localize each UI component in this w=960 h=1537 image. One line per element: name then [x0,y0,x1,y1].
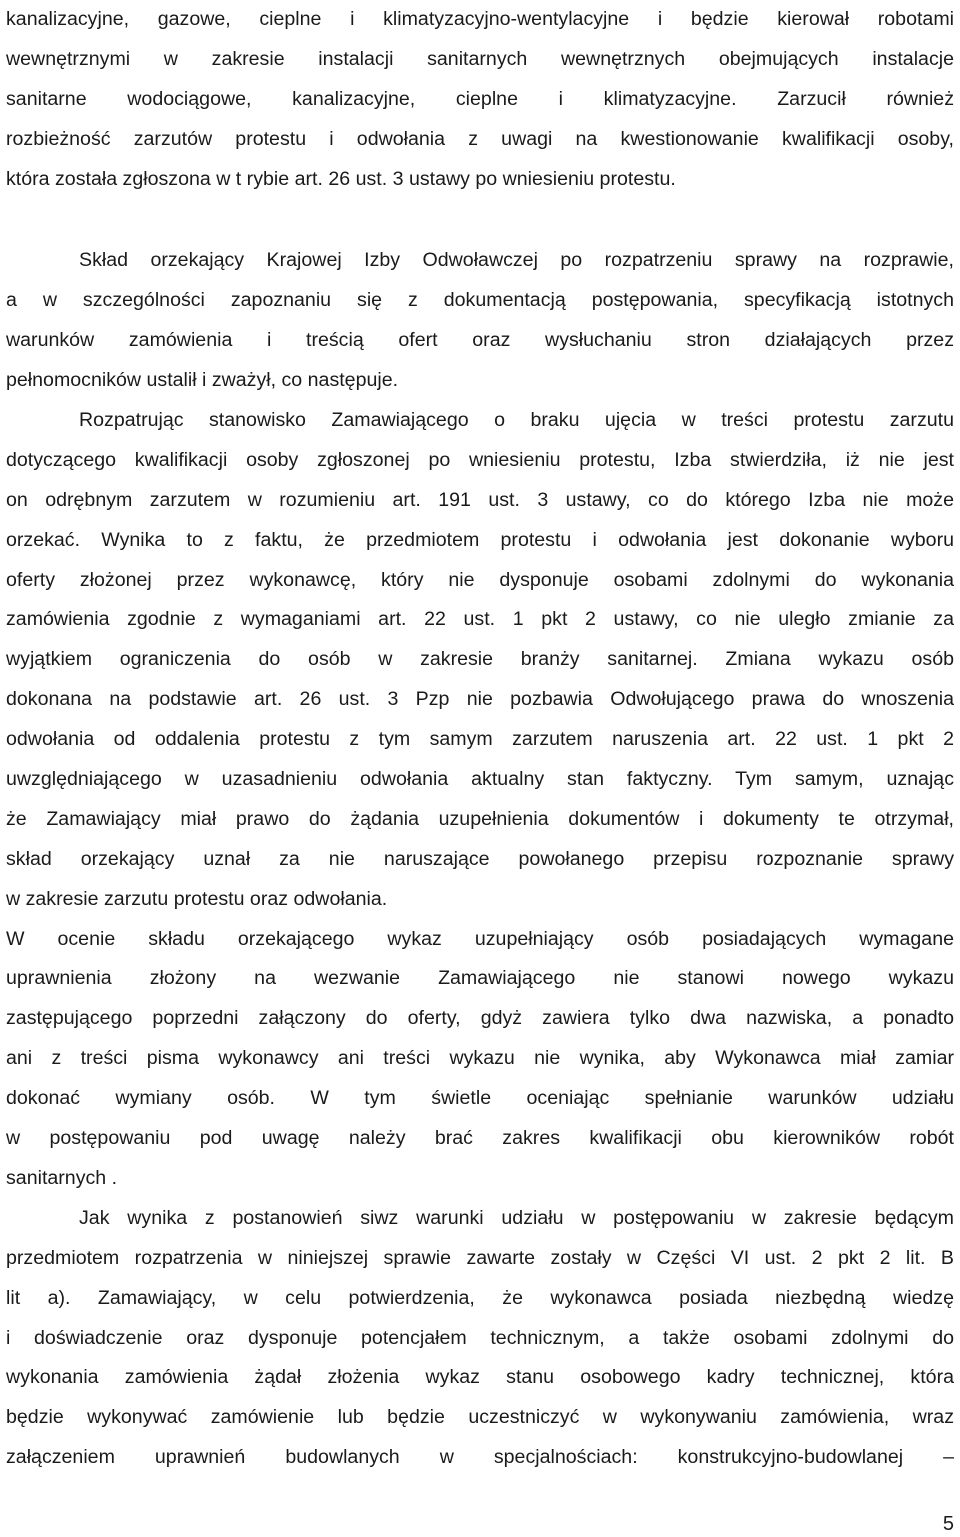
text-line: sanitarne wodociągowe, kanalizacyjne, cieplne i klimatyzacyjne. Zarzucił również [6,87,954,110]
text-line: przedmiotem rozpatrzenia w niniejszej sprawie zawarte zostały w Części VI ust. 2 pkt 2 lit. B [6,1246,954,1269]
text-line: pełnomocników ustalił i zważył, co następuje. [6,369,399,392]
paragraph [6,401,954,920]
text-line: uprawnienia złożony na wezwanie Zamawiającego nie stanowi nowego wykazu [6,967,954,990]
text-line: wyjątkiem ograniczenia do osób w zakresie branży sanitarnej. Zmiana wykazu osób [6,648,954,671]
text-line: dotyczącego kwalifikacji osoby zgłoszonej po wniesieniu protestu, Izba stwierdziła, iż nie jest [6,448,954,471]
text-line: dokonana na podstawie art. 26 ust. 3 Pzp nie pozbawia Odwołującego prawa do wnoszenia [6,688,954,711]
text-line: skład orzekający uznał za nie naruszające powołanego przepisu rozpoznanie sprawy [6,847,954,870]
text-line: która została zgłoszona w t rybie art. 26 ust. 3 ustawy po wniesieniu protestu. [6,167,676,190]
text-line: oferty złożonej przez wykonawcę, który nie dysponuje osobami zdolnymi do wykonania [6,568,954,591]
paragraph [6,1199,954,1478]
text-line: wewnętrznymi w zakresie instalacji sanitarnych wewnętrznych obejmujących instalacje [6,47,954,70]
text-line: sanitarnych . [6,1166,118,1189]
text-line: w postępowaniu pod uwagę należy brać zakres kwalifikacji obu kierowników robót [6,1127,954,1150]
paragraph [6,920,954,1199]
text-line: zastępującego poprzedni załączony do oferty, gdyż zawiera tylko dwa nazwiska, a ponadto [6,1007,954,1030]
paragraph [6,0,954,199]
text-line: warunków zamówienia i treścią ofert oraz wysłuchaniu stron działających przez [6,329,954,352]
text-line: w zakresie zarzutu protestu oraz odwołania. [6,887,388,910]
text-line: kanalizacyjne, gazowe, cieplne i klimatyzacyjno-wentylacyjne i będzie kierował robotami [6,8,954,30]
text-line: orzekać. Wynika to z faktu, że przedmiotem protestu i odwołania jest dokonanie wyboru [6,528,954,551]
text-line: Skład orzekający Krajowej Izby Odwoławczej po rozpatrzeniu sprawy na rozprawie, [79,249,954,272]
text-line: będzie wykonywać zamówienie lub będzie uczestniczyć w wykonywaniu zamówienia, wraz [6,1406,954,1429]
page-number: 5 [942,1513,954,1535]
text-line: ani z treści pisma wykonawcy ani treści wykazu nie wynika, aby Wykonawca miał zamiar [6,1047,954,1070]
text-line: on odrębnym zarzutem w rozumieniu art. 191 ust. 3 ustawy, co do którego Izba nie może [6,488,954,511]
text-line: Jak wynika z postanowień siwz warunki udziału w postępowaniu w zakresie będącym [79,1206,954,1229]
text-line: W ocenie składu orzekającego wykaz uzupełniający osób posiadających wymagane [6,927,954,950]
text-line: i doświadczenie oraz dysponuje potencjałem technicznym, a także osobami zdolnymi do [6,1326,954,1349]
document-page [6,0,954,1478]
text-line: wykonania zamówienia żądał złożenia wykaz stanu osobowego kadry technicznej, która [6,1366,954,1389]
text-line: zamówienia zgodnie z wymaganiami art. 22 ust. 1 pkt 2 ustawy, co nie uległo zmianie za [6,608,954,631]
text-line: Rozpatrując stanowisko Zamawiającego o braku ujęcia w treści protestu zarzutu [79,409,954,432]
paragraph [6,241,954,401]
text-line: odwołania od oddalenia protestu z tym samym zarzutem naruszenia art. 22 ust. 1 pkt 2 [6,728,954,751]
text-line: rozbieżność zarzutów protestu i odwołania z uwagi na kwestionowanie kwalifikacji osoby, [6,127,954,150]
paragraph-gap [6,199,954,241]
text-line: że Zamawiający miał prawo do żądania uzupełnienia dokumentów i dokumenty te otrzymał, [6,807,954,830]
text-line: lit a). Zamawiający, w celu potwierdzenia, że wykonawca posiada niezbędną wiedzę [6,1286,954,1309]
text-line: a w szczególności zapoznaniu się z dokumentacją postępowania, specyfikacją istotnych [6,289,954,312]
text-line: uwzględniającego w uzasadnieniu odwołania aktualny stan faktyczny. Tym samym, uznając [6,768,954,791]
text-line: załączeniem uprawnień budowlanych w specjalnościach: konstrukcyjno-budowlanej – [6,1446,954,1469]
text-line: dokonać wymiany osób. W tym świetle oceniając spełnianie warunków udziału [6,1087,954,1110]
